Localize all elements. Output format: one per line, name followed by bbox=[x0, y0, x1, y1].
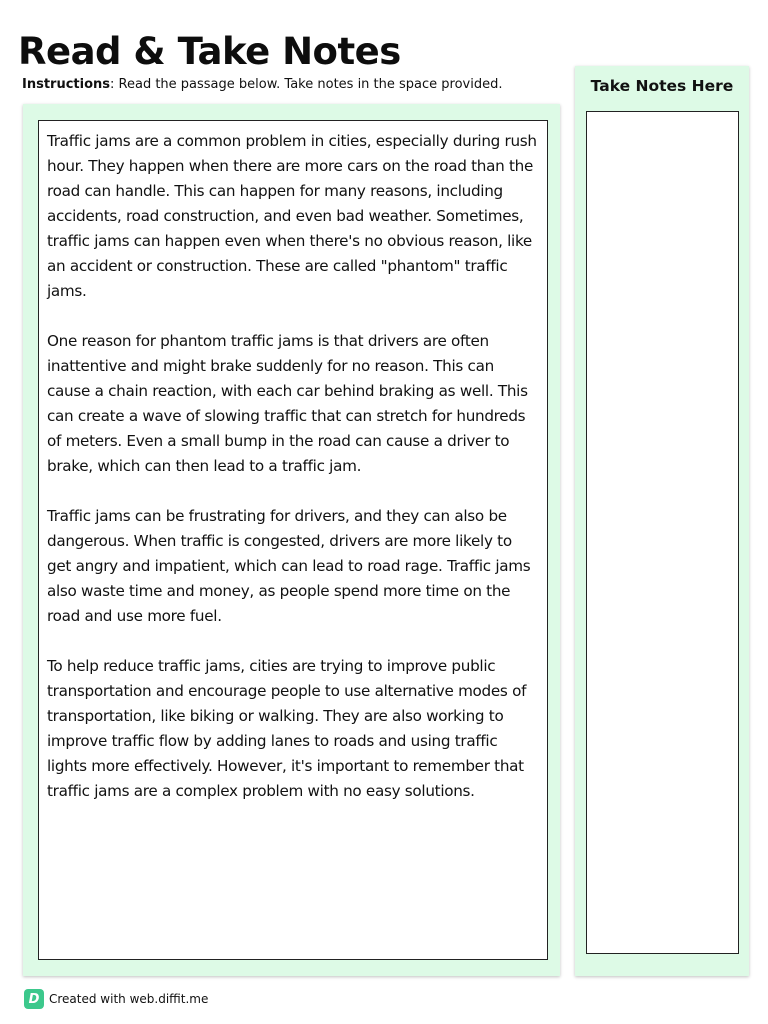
instructions-label: Instructions bbox=[22, 77, 111, 92]
notes-panel bbox=[575, 66, 749, 976]
footer bbox=[24, 988, 208, 1010]
instructions bbox=[22, 76, 562, 94]
passage-paragraph-1: Traffic jams are a common problem in cities, especially during rush hour. They happen when there are more cars on the road than the road can handle. This can happen for many reasons, including accidents, road construction, and even bad weather. Sometimes, traffic jams can happen even when there's no obvious reason, like an accident or construction. These are called "phantom" traffic jams. bbox=[47, 132, 537, 300]
passage-paragraph-4: To help reduce traffic jams, cities are trying to improve public transportation and encourage people to use alternative modes of transportation, like biking or walking. They are also working to improve traffic flow by adding lanes to roads and using traffic lights more effectively. However, it's important to remember that traffic jams are a complex problem with no easy solutions. bbox=[47, 657, 527, 800]
page-title: Read & Take Notes bbox=[18, 30, 401, 73]
diffit-logo-icon: D bbox=[24, 989, 44, 1009]
instructions-text: : Read the passage below. Take notes in the space provided. bbox=[110, 77, 503, 92]
passage-paragraph-3: Traffic jams can be frustrating for drivers, and they can also be dangerous. When traffic is congested, drivers are more likely to get angry and impatient, which can lead to road rage. Traffic jams also waste time and money, as people spend more time on the road and use more fuel. bbox=[47, 507, 531, 625]
notes-title: Take Notes Here bbox=[590, 77, 734, 95]
passage-box bbox=[38, 120, 548, 960]
notes-area[interactable] bbox=[586, 111, 739, 954]
passage-panel bbox=[23, 104, 560, 976]
footer-text: Created with web.diffit.me bbox=[49, 992, 209, 1006]
passage-paragraph-2: One reason for phantom traffic jams is that drivers are often inattentive and might brake suddenly for no reason. This can cause a chain reaction, with each car behind braking as well. This can create a wave of slowing traffic that can stretch for hundreds of meters. Even a small bump in the road can cause a driver to brake, which can then lead to a traffic jam. bbox=[47, 332, 528, 475]
